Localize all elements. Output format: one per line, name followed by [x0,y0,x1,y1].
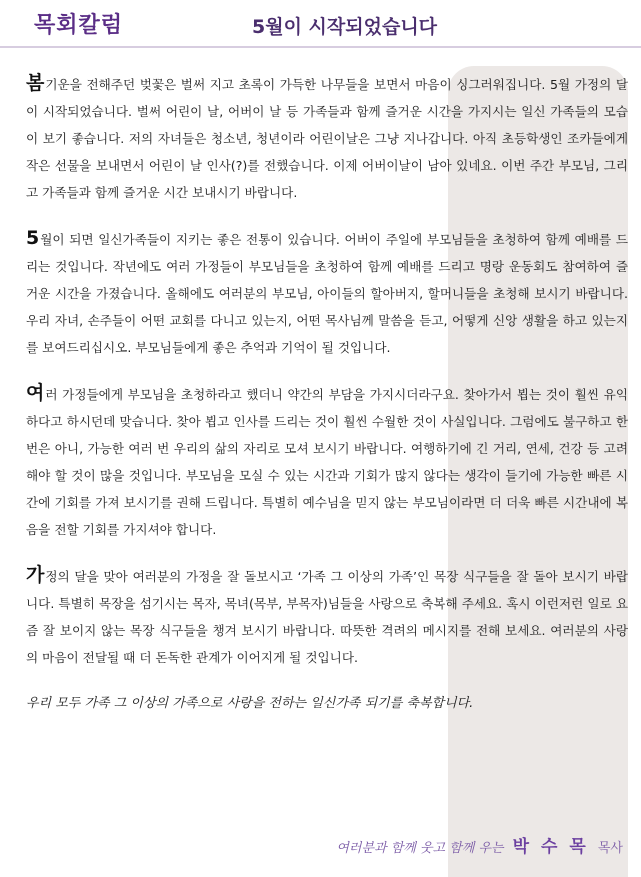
author-name: 박 수 목 [512,837,589,857]
author-signature [336,832,623,857]
paragraph-2-initial: 5 [26,227,40,249]
signature-phrase: 여러분과 함께 웃고 함께 우는 [336,841,504,856]
paragraph-2-text: 월이 되면 일신가족들이 지키는 좋은 전통이 있습니다. 어버이 주일에 부모님들을 초청하여 함께 예배를 드리는 것입니다. 작년에도 여러 가정들이 부모님들을 초청하여 함께 예배를 드리고 명랑 운동회도 참여하여 즐거운 시간을 가졌습니다. 올해에도 여러분의 부모님, 아이들의 할아버지, 할머니들을 초청해 보시기 바랍니다. 우리 자녀, 손주들이 어떤 교회를 다니고 있는지, 어떤 목사님께 말씀을 듣고, 어떻게 신앙 생활을 하고 있는지를 보여드리십시오. 부모님들에게 좋은 추억과 기억이 될 것입니다. [26,232,628,355]
paragraph-4-text: 정의 달을 맞아 여러분의 가정을 잘 돌보시고 ‘가족 그 이상의 가족’인 목장 식구들을 잘 돌아 보시기 바랍니다. 특별히 목장을 섬기시는 목자, 목녀(목부, 부목자)님들을 사랑으로 축복해 주세요. 혹시 이런저런 일로 요즘 잘 보이지 않는 목장 식구들을 챙겨 보시기 바랍니다. 따뜻한 격려의 메시지를 전해 보세요. 여러분의 사랑의 마음이 전달될 때 더 돈독한 관계가 이어지게 될 것입니다. [26,569,628,665]
header-divider [0,46,641,48]
column-body [26,70,628,717]
paragraph-2 [26,225,628,361]
paragraph-1 [26,70,628,206]
column-header [0,0,641,46]
paragraph-1-initial: 봄 [26,72,45,94]
author-title: 목사 [597,841,623,856]
paragraph-3-initial: 여 [26,382,45,404]
closing-blessing: 우리 모두 가족 그 이상의 가족으로 사랑을 전하는 일신가족 되기를 축복합니다. [26,696,474,711]
column-headline: 5월이 시작되었습니다 [252,16,438,38]
paragraph-1-text: 기운을 전해주던 벚꽃은 벌써 지고 초록이 가득한 나무들을 보면서 마음이 싱그러워집니다. 5월 가정의 달이 시작되었습니다. 벌써 어린이 날, 어버이 날 등 가족들과 함께 즐거운 시간을 가지시는 일신 가족들의 모습이 보기 좋습니다. 저의 자녀들은 청소년, 청년이라 어린이날은 그냥 지나갑니다. 아직 초등학생인 조카들에게 작은 선물을 보내면서 어린이 날 인사(?)를 전했습니다. 이제 어버이날이 남아 있네요. 이번 주간 부모님, 그리고 가족들과 함께 즐거운 시간 보내시기 바랍니다. [26,77,628,200]
column-title: 목회칼럼 [34,13,124,38]
paragraph-3 [26,380,628,543]
paragraph-4 [26,562,628,671]
paragraph-4-initial: 가 [26,564,45,586]
paragraph-3-text: 러 가정들에게 부모님을 초청하라고 했더니 약간의 부담을 가지시더라구요. 찾아가서 뵙는 것이 훨씬 유익하다고 하시던데 맞습니다. 찾아 뵙고 인사를 드리는 것이 훨씬 수월한 것이 사실입니다. 그럼에도 불구하고 한번은 아니, 가능한 여러 번 우리의 삶의 자리로 모셔 보시기 바랍니다. 여행하기에 긴 거리, 연세, 건강 등 고려해야 할 것이 많을 것입니다. 부모님을 모실 수 있는 시간과 기회가 많지 않다는 생각이 들기에 가능한 빠른 시간에 기회를 가져 보시기를 권해 드립니다. 특별히 예수님을 믿지 않는 부모님이라면 더 더욱 빠른 시간내에 복음을 전할 기회를 가지셔야 합니다. [26,387,628,537]
